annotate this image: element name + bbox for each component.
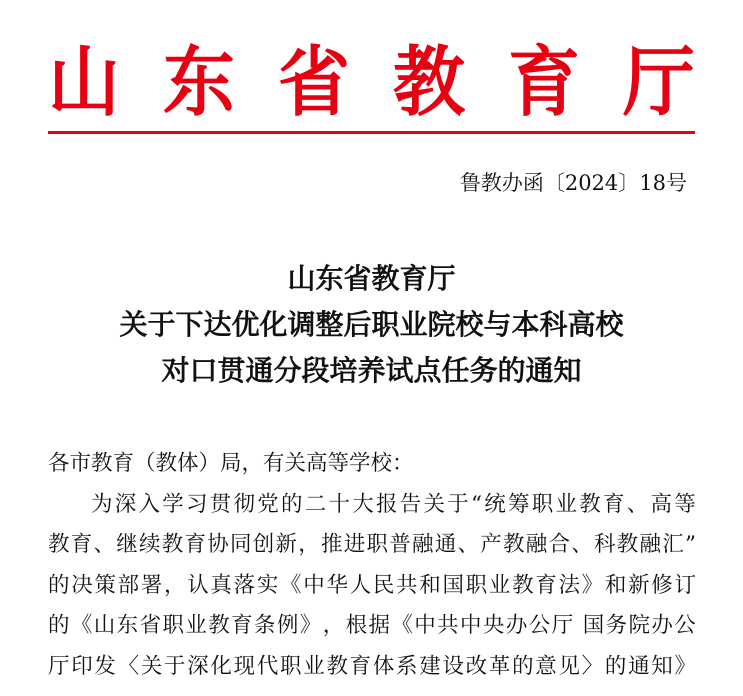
body-char: 普	[389, 532, 411, 557]
body-char: 国	[442, 572, 464, 598]
body-char: 中	[414, 613, 436, 638]
body-char: 育	[535, 572, 557, 598]
body-line	[48, 525, 696, 566]
body-char: 等	[674, 491, 696, 517]
body-char: 十	[328, 491, 351, 517]
body-char: 《	[70, 613, 93, 638]
body-char: 》	[299, 613, 322, 638]
body-char: 印	[71, 653, 93, 679]
body-char: 革	[488, 653, 511, 679]
body-char: 二	[304, 491, 327, 517]
body-char: 公	[674, 613, 696, 638]
body-char: 部	[117, 572, 140, 598]
body-char: 根	[345, 613, 368, 638]
body-char: 落	[233, 572, 256, 598]
body-char: 例	[276, 613, 299, 638]
body-char: 条	[254, 613, 276, 638]
body-char: 》	[581, 572, 604, 598]
body-char: 见	[558, 653, 580, 679]
body-char: 育	[231, 613, 253, 638]
body-char: 同	[230, 532, 252, 557]
body-char: 融	[412, 532, 434, 557]
body-char: 教	[579, 491, 601, 517]
body-char: 知	[651, 653, 673, 679]
body-char: 《	[280, 572, 302, 598]
body-char: 华	[326, 572, 348, 598]
body-char: 育	[602, 491, 625, 517]
body-char: 中	[303, 572, 325, 598]
body-char: 育	[184, 532, 207, 557]
masthead-char: 山	[48, 37, 121, 127]
body-char: 为	[91, 491, 113, 517]
body-char: 入	[138, 491, 161, 517]
body-char: 院	[628, 613, 650, 638]
body-char: 的	[48, 572, 70, 598]
masthead-char: 省	[277, 37, 350, 127]
body-char: 业	[488, 572, 511, 598]
body-char: 职	[366, 532, 389, 557]
body-char: 深	[187, 653, 209, 679]
body-line	[48, 647, 696, 688]
body-line	[48, 606, 696, 647]
body-char: 改	[465, 653, 488, 679]
masthead-char: 教	[392, 37, 465, 127]
body-char: 人	[349, 572, 372, 598]
body-char: 教	[616, 532, 639, 557]
body-char: 决	[71, 572, 93, 598]
body-char: 共	[396, 572, 418, 598]
body-char: ”	[685, 532, 696, 557]
body-char: 续	[139, 532, 161, 557]
body-char: 教	[326, 653, 348, 679]
body-char: 党	[257, 491, 279, 517]
masthead-char: 育	[507, 37, 580, 127]
body-line	[48, 566, 696, 607]
body-char: 融	[639, 532, 662, 557]
body-char: 厅	[551, 613, 574, 638]
body-char: 育	[70, 532, 93, 557]
body-char: 〉	[581, 653, 604, 679]
body-line	[48, 485, 696, 526]
masthead-char: 东	[162, 37, 235, 127]
body-char: ，	[322, 613, 345, 638]
body-char: 推	[321, 532, 343, 557]
body-char: 共	[437, 613, 459, 638]
title-line: 对口贯通分段培养试点任务的通知	[161, 354, 582, 387]
body-char: 的	[512, 653, 534, 679]
body-char: 贯	[209, 491, 232, 517]
body-char: 于	[447, 491, 469, 517]
body-char: 代	[256, 653, 279, 679]
body-char: “	[471, 491, 482, 517]
body-char: 务	[605, 613, 628, 638]
body-char: 、	[457, 532, 480, 557]
body-char: 认	[187, 572, 209, 598]
body-char: 署	[140, 572, 163, 598]
body-char: 通	[628, 653, 650, 679]
body-char: 东	[116, 613, 139, 638]
body-char: 教	[512, 572, 534, 598]
body-char: 央	[482, 613, 505, 638]
body-char: 的	[604, 653, 627, 679]
body-char: 现	[233, 653, 256, 679]
body-char: 真	[210, 572, 232, 598]
body-char: ，	[164, 572, 186, 598]
body-char: 报	[376, 491, 398, 517]
body-char: 教	[208, 613, 230, 638]
body-char	[574, 606, 581, 647]
document-number: 鲁教办函〔2024〕18号	[459, 171, 687, 195]
body-char: 筹	[507, 491, 530, 517]
body-char: ，	[298, 532, 320, 557]
body-char: 继	[116, 532, 138, 557]
masthead	[48, 37, 695, 127]
body-char: 山	[93, 613, 116, 638]
body-char: 告	[399, 491, 422, 517]
body-char: 教	[161, 532, 184, 557]
body-char: 业	[303, 653, 325, 679]
body-char: 的	[281, 491, 303, 517]
body-char: 职	[465, 572, 488, 598]
body-char: 省	[139, 613, 162, 638]
body-char: 统	[484, 491, 506, 517]
body-char: 业	[555, 491, 577, 517]
body-char: 和	[604, 572, 627, 598]
body-char: 合	[548, 532, 571, 557]
title-line: 关于下达优化调整后职业院校与本科高校	[119, 308, 624, 341]
body-char: 修	[651, 572, 673, 598]
body-char: 学	[162, 491, 184, 517]
body-char: 民	[372, 572, 395, 598]
body-char: 汇	[662, 532, 684, 557]
body-char: 习	[186, 491, 208, 517]
title-line: 山东省教育厅	[287, 262, 456, 295]
body-char: 厅	[48, 653, 70, 679]
body-char: 新	[275, 532, 298, 557]
body-char: 职	[280, 653, 302, 679]
body-char: 》	[674, 653, 696, 679]
body-char: 发	[94, 653, 116, 679]
body-char: 体	[372, 653, 395, 679]
body-char: 《	[391, 613, 413, 638]
document-title	[0, 256, 743, 394]
body-char: 法	[558, 572, 580, 598]
body-char: 大	[352, 491, 374, 517]
body-char: 新	[628, 572, 650, 598]
salutation-text: 各市教育（教体）局，有关高等学校：	[48, 451, 414, 476]
body-char: 通	[434, 532, 457, 557]
salutation	[48, 444, 696, 485]
body-char: 办	[505, 613, 528, 638]
body-char: 订	[674, 572, 696, 598]
body-char: 关	[140, 653, 163, 679]
body-char: 实	[256, 572, 279, 598]
body-char: 产	[480, 532, 502, 557]
body-char: 教	[48, 532, 70, 557]
body-char: 职	[162, 613, 184, 638]
body-char: 据	[368, 613, 390, 638]
body-char: 建	[419, 653, 441, 679]
body-char: 的	[48, 613, 70, 638]
body-char: 设	[442, 653, 464, 679]
body-char: 〈	[117, 653, 140, 679]
body-char: 、	[93, 532, 116, 557]
masthead-red-rule	[48, 131, 695, 134]
body-char: 职	[531, 491, 554, 517]
body-char: 、	[571, 532, 593, 557]
body-char: 中	[460, 613, 482, 638]
body-char: 关	[423, 491, 446, 517]
body-char: 协	[207, 532, 229, 557]
masthead-char: 厅	[622, 37, 695, 127]
body-char: 业	[185, 613, 207, 638]
body-char: 彻	[233, 491, 256, 517]
body-char: 、	[626, 491, 649, 517]
body-char: 和	[419, 572, 441, 598]
body-char: 系	[396, 653, 418, 679]
body-char: 高	[650, 491, 672, 517]
body-char: 深	[114, 491, 137, 517]
body-char: 融	[525, 532, 548, 557]
body-char: 办	[651, 613, 673, 638]
body-char: 科	[594, 532, 616, 557]
body-char: 于	[164, 653, 186, 679]
body-char: 国	[582, 613, 605, 638]
body-char: 意	[535, 653, 557, 679]
body-char: 化	[210, 653, 232, 679]
body-char: 教	[503, 532, 525, 557]
body-char: 进	[343, 532, 366, 557]
document-body	[48, 444, 696, 687]
body-char: 公	[528, 613, 551, 638]
body-char: 创	[252, 532, 275, 557]
body-char: 育	[349, 653, 372, 679]
body-char: 策	[94, 572, 116, 598]
